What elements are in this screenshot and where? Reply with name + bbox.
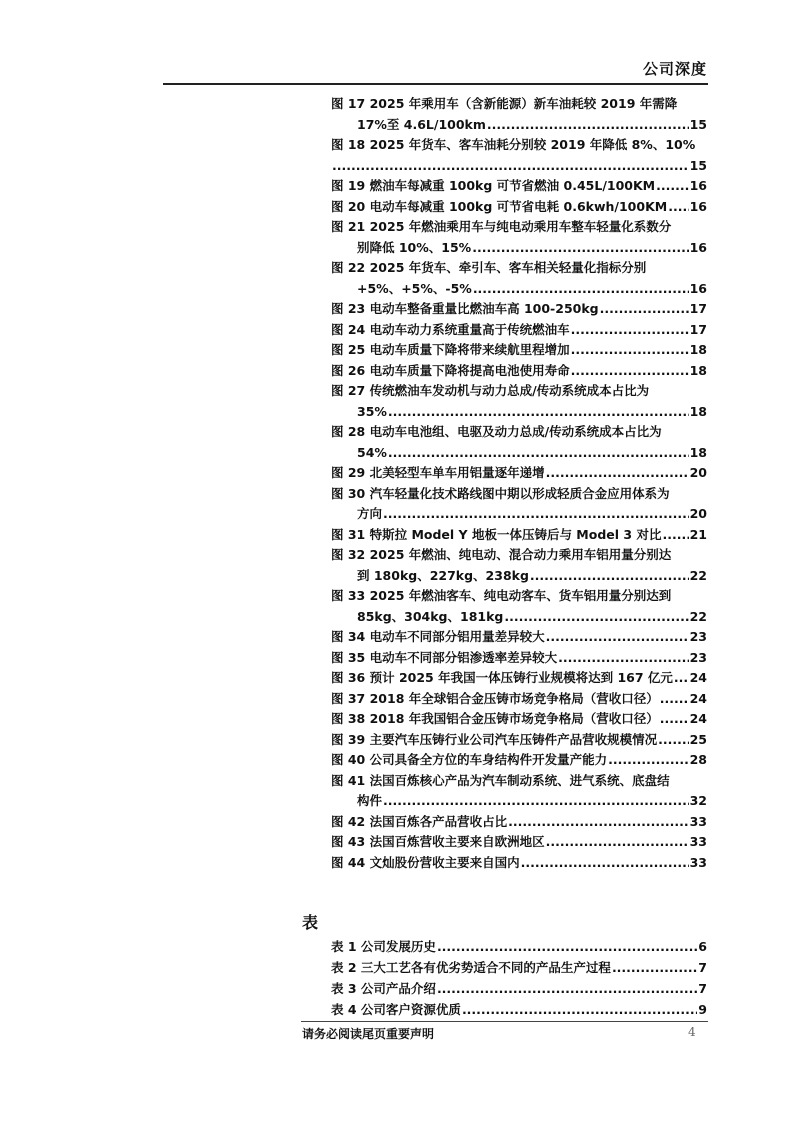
leader-dots (546, 627, 689, 648)
figure-label: 图 41 (331, 772, 366, 788)
toc-entry-fig44[interactable] (331, 853, 707, 874)
toc-entry-fig43[interactable] (331, 832, 707, 853)
figure-title: 电动车电池组、电驱及动力总成/传动系统成本占比为 (369, 424, 662, 439)
figure-title: 特斯拉 Model Y 地板一体压铸后与 Model 3 对比 (369, 526, 662, 542)
toc-entry-fig40[interactable] (331, 750, 707, 771)
leader-dots (388, 402, 689, 423)
leader-dots (674, 668, 689, 689)
figure-label: 图 44 (331, 854, 366, 870)
figure-title-cont: 别降低 10%、15% (357, 239, 472, 255)
footer-divider (301, 1021, 708, 1022)
figure-title: 电动车不同部分铝渗透率差异较大 (369, 649, 558, 665)
toc-entry-fig41[interactable] (331, 771, 707, 812)
figure-title: 2018 年全球铝合金压铸市场竞争格局（营收口径） (369, 690, 659, 706)
figure-title: 传统燃油车发动机与动力总成/传动系统成本占比为 (369, 383, 650, 398)
toc-entry-fig19[interactable] (331, 176, 707, 197)
toc-entry-table1[interactable] (331, 936, 707, 957)
footer-disclaimer: 请务必阅读尾页重要声明 (302, 1027, 435, 1041)
toc-entry-fig29[interactable] (331, 463, 707, 484)
figure-title: 预计 2025 年我国一体压铸行业规模将达到 167 亿元 (369, 670, 673, 685)
toc-entry-fig25[interactable] (331, 340, 707, 361)
figure-title: 文灿股份营收主要来自国内 (369, 854, 520, 870)
figure-title-cont: +5%、+5%、-5% (357, 280, 472, 296)
figure-title-cont: 到 180kg、227kg、238kg (357, 567, 529, 583)
leader-dots (546, 463, 689, 484)
leader-dots (600, 299, 689, 320)
toc-entry-fig38[interactable] (331, 709, 707, 730)
table-title: 三大工艺各有优劣势适合不同的产品生产过程 (360, 960, 611, 975)
leader-dots (571, 340, 689, 361)
figure-label: 图 35 (331, 649, 366, 665)
leader-dots (571, 320, 689, 341)
toc-entry-fig26[interactable] (331, 361, 707, 382)
page-number: 4 (688, 1025, 696, 1039)
figure-title: 北美轻型车单车用铝量逐年递增 (369, 465, 545, 480)
page-ref: 24 (689, 711, 707, 726)
figure-title-cont: 54% (357, 444, 387, 460)
figure-title: 电动车不同部分铝用量差异较大 (369, 629, 545, 644)
header-divider (163, 83, 708, 85)
toc-entry-fig22[interactable] (331, 258, 707, 299)
page-ref: 23 (689, 629, 707, 644)
toc-entry-fig20[interactable] (331, 197, 707, 218)
page-ref: 16 (689, 178, 707, 193)
figure-label: 图 39 (331, 731, 366, 747)
table-title: 公司产品介绍 (360, 981, 436, 996)
table-label: 表 1 (331, 939, 357, 954)
figure-title-cont: 85kg、304kg、181kg (357, 608, 504, 624)
figure-title: 电动车动力系统重量高于传统燃油车 (369, 321, 570, 337)
leader-dots (383, 791, 689, 812)
figure-label: 图 30 (331, 485, 366, 501)
page-ref: 22 (689, 567, 707, 583)
figure-title-cont: 方向 (357, 506, 383, 521)
page-ref: 9 (698, 1002, 707, 1017)
figure-label: 图 18 (331, 137, 366, 152)
figure-label: 图 31 (331, 526, 366, 542)
figure-title: 燃油车每减重 100kg 可节省燃油 0.45L/100KM (369, 178, 656, 193)
page-ref: 33 (689, 834, 707, 849)
toc-entry-fig28[interactable] (331, 422, 707, 463)
page-ref: 32 (689, 793, 707, 808)
page-ref: 24 (689, 670, 707, 685)
table-label: 表 3 (331, 981, 357, 996)
figure-title-cont: 17%至 4.6L/100km (357, 116, 486, 132)
page-ref: 17 (689, 301, 707, 316)
page-ref: 20 (689, 465, 707, 480)
toc-entry-fig30[interactable] (331, 484, 707, 525)
page-ref: 25 (689, 731, 707, 747)
leader-dots (612, 958, 697, 979)
table-title: 公司发展历史 (360, 939, 436, 954)
table-label: 表 2 (331, 960, 357, 975)
toc-entry-fig24[interactable] (331, 320, 707, 341)
figure-label: 图 24 (331, 321, 366, 337)
leader-dots (332, 156, 689, 177)
leader-dots (487, 115, 689, 136)
figure-label: 图 27 (331, 383, 366, 398)
figure-label: 图 19 (331, 178, 366, 193)
figure-label: 图 20 (331, 198, 366, 214)
figure-title: 法国百炼各产品营收占比 (369, 813, 508, 829)
toc-entry-fig42[interactable] (331, 812, 707, 833)
toc-entry-fig27[interactable] (331, 381, 707, 422)
figure-label: 图 23 (331, 301, 366, 316)
page-ref: 20 (689, 506, 707, 521)
figure-title: 主要汽车压铸行业公司汽车压铸件产品营收规模情况 (369, 731, 658, 747)
page-ref: 7 (698, 960, 707, 975)
leader-dots (668, 197, 688, 218)
leader-dots (660, 709, 689, 730)
page-ref: 15 (689, 116, 707, 132)
leader-dots (662, 525, 688, 546)
toc-entry-fig37[interactable] (331, 689, 707, 710)
page-ref: 24 (689, 690, 707, 706)
page-ref: 33 (689, 813, 707, 829)
toc-entry-fig32[interactable] (331, 545, 707, 586)
figure-title: 2025 年货车、牵引车、客车相关轻量化指标分别 (369, 260, 647, 275)
figure-label: 图 40 (331, 752, 366, 767)
leader-dots (571, 361, 689, 382)
toc-entry-table2[interactable] (331, 957, 707, 978)
page-ref: 18 (689, 362, 707, 378)
leader-dots (521, 853, 689, 874)
figure-title: 2025 年燃油、纯电动、混合动力乘用车铝用量分别达 (369, 547, 672, 562)
figure-label: 图 22 (331, 260, 366, 275)
toc-entry-fig31[interactable] (331, 525, 707, 546)
figure-label: 图 25 (331, 342, 366, 357)
figure-label: 图 38 (331, 711, 366, 726)
figure-label: 图 34 (331, 629, 366, 644)
table-label: 表 4 (331, 1002, 357, 1017)
leader-dots (656, 176, 688, 197)
figure-title: 电动车整备重量比燃油车高 100-250kg (369, 301, 599, 316)
toc-entry-fig33[interactable] (331, 586, 707, 627)
leader-dots (472, 238, 688, 259)
leader-dots (504, 607, 688, 628)
page-ref: 6 (698, 939, 707, 954)
figure-label: 图 33 (331, 588, 366, 603)
toc-entry-table4[interactable] (331, 999, 707, 1020)
figure-title: 电动车质量下降将带来续航里程增加 (369, 342, 570, 357)
header-title: 公司深度 (642, 60, 707, 78)
leader-dots (658, 730, 688, 751)
page-ref: 33 (689, 854, 707, 870)
leader-dots (660, 689, 689, 710)
figure-title-cont: 构件 (357, 793, 383, 808)
toc-entry-fig35[interactable] (331, 648, 707, 669)
figure-label: 图 36 (331, 670, 366, 685)
leader-dots (437, 937, 697, 958)
figure-label: 图 37 (331, 690, 366, 706)
leader-dots (608, 750, 688, 771)
figure-title: 法国百炼核心产品为汽车制动系统、进气系统、底盘结 (369, 772, 670, 788)
leader-dots (530, 566, 689, 587)
page-ref: 15 (689, 157, 707, 173)
page-ref: 22 (689, 608, 707, 624)
leader-dots (388, 443, 689, 464)
figure-title: 2025 年燃油客车、纯电动客车、货车铝用量分别达到 (369, 588, 672, 603)
leader-dots (462, 1000, 697, 1021)
figure-label: 图 42 (331, 813, 366, 829)
toc-entry-fig36[interactable] (331, 668, 707, 689)
toc-entry-fig18[interactable] (331, 135, 707, 176)
toc-entry-fig21[interactable] (331, 217, 707, 258)
figure-label: 图 43 (331, 834, 366, 849)
figure-list (331, 94, 707, 873)
leader-dots (546, 832, 689, 853)
figure-label: 图 28 (331, 424, 366, 439)
figure-title: 公司具备全方位的车身结构件开发量产能力 (369, 752, 608, 767)
page-ref: 21 (689, 526, 707, 542)
page-ref: 18 (689, 403, 707, 419)
leader-dots (383, 504, 689, 525)
table-list-heading: 表 (302, 913, 319, 932)
leader-dots (437, 979, 697, 1000)
figure-title: 2025 年货车、客车油耗分别较 2019 年降低 8%、10% (369, 137, 696, 152)
figure-title: 电动车质量下降将提高电池使用寿命 (369, 362, 570, 378)
figure-title: 汽车轻量化技术路线图中期以形成轻质合金应用体系为 (369, 485, 670, 501)
figure-label: 图 26 (331, 362, 366, 378)
toc-entry-fig23[interactable] (331, 299, 707, 320)
page-ref: 16 (689, 239, 707, 255)
page-ref: 23 (689, 649, 707, 665)
figure-title: 法国百炼营收主要来自欧洲地区 (369, 834, 545, 849)
figure-label: 图 21 (331, 219, 366, 234)
leader-dots (508, 812, 688, 833)
figure-title: 2018 年我国铝合金压铸市场竞争格局（营收口径） (369, 711, 659, 726)
figure-label: 图 32 (331, 547, 366, 562)
toc-entry-fig17[interactable] (331, 94, 707, 135)
figure-title: 电动车每减重 100kg 可节省电耗 0.6kwh/100KM (369, 198, 668, 214)
figure-label: 图 17 (331, 96, 366, 111)
figure-label: 图 29 (331, 465, 366, 480)
page-ref: 7 (698, 981, 707, 996)
toc-entry-table3[interactable] (331, 978, 707, 999)
figure-title: 2025 年乘用车（含新能源）新车油耗较 2019 年需降 (369, 96, 678, 111)
page-ref: 28 (689, 752, 707, 767)
page-ref: 18 (689, 444, 707, 460)
page-ref: 18 (689, 342, 707, 357)
page-ref: 17 (689, 321, 707, 337)
leader-dots (473, 279, 689, 300)
figure-title: 2025 年燃油乘用车与纯电动乘用车整车轻量化系数分 (369, 219, 672, 234)
toc-entry-fig39[interactable] (331, 730, 707, 751)
leader-dots (558, 648, 688, 669)
page-ref: 16 (689, 280, 707, 296)
toc-entry-fig34[interactable] (331, 627, 707, 648)
page-ref: 16 (689, 198, 707, 214)
table-list (331, 936, 707, 1020)
table-title: 公司客户资源优质 (360, 1002, 461, 1017)
figure-title-cont: 35% (357, 403, 387, 419)
